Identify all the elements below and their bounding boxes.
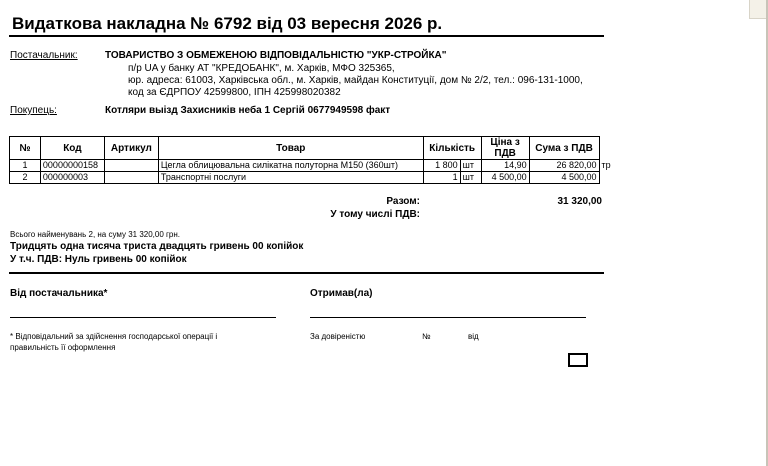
cell-article (104, 160, 158, 172)
cell-product: Цегла облицювальна силікатна полуторна М150 (360шт) (158, 160, 423, 172)
proxy-date-label: від (468, 332, 479, 341)
items-table (9, 136, 625, 184)
cell-price: 14,90 (481, 160, 529, 172)
proxy-label: За довіреністю (310, 332, 366, 341)
proxy-number-label: № (422, 332, 431, 341)
cell-code: 000000003 (40, 172, 104, 184)
cell-qty (423, 172, 481, 184)
cell-num: 2 (10, 172, 41, 184)
total-label: Разом: (386, 196, 420, 207)
col-header-sum: Сума з ПДВ (529, 137, 599, 160)
cell-sum: 26 820,00 (529, 160, 599, 172)
cell-unit: шт (462, 160, 475, 170)
cell-sum: 4 500,00 (529, 172, 599, 184)
table-row (10, 160, 626, 172)
table-header-row (10, 137, 626, 160)
col-header-code: Код (40, 137, 104, 160)
col-header-note (599, 137, 625, 160)
summary-divider (9, 272, 604, 274)
cell-article (104, 172, 158, 184)
col-header-num: № (10, 137, 41, 160)
cell-note (599, 172, 625, 184)
items-count-summary: Всього найменувань 2, на суму 31 320,00 грн. (10, 230, 181, 239)
col-header-product: Товар (158, 137, 423, 160)
supplier-bank: п/р UA у банку АТ "КРЕДОБАНК", м. Харків, МФО 325365, (128, 63, 395, 74)
vat-in-words: У т.ч. ПДВ: Нуль гривень 00 копійок (10, 254, 187, 265)
supplier-label: Постачальник: (10, 50, 78, 61)
cell-unit: шт (462, 172, 475, 182)
cell-qty-value: 1 (424, 172, 461, 183)
col-header-price: Ціна з ПДВ (481, 137, 529, 160)
buyer-label: Покупець: (10, 105, 57, 116)
supplier-codes: код за ЄДРПОУ 42599800, ІПН 425998020382 (128, 87, 341, 98)
from-supplier-label: Від постачальника* (10, 288, 108, 299)
total-value: 31 320,00 (557, 196, 602, 207)
supplier-address: юр. адреса: 61003, Харківська обл., м. Харків, майдан Конституції, дом № 2/2, тел.: 096-131-1000, (128, 75, 583, 86)
col-header-qty: Кількість (423, 137, 481, 160)
footnote-line-2: правильність її оформлення (10, 343, 116, 352)
cell-code: 00000000158 (40, 160, 104, 172)
cell-price: 4 500,00 (481, 172, 529, 184)
checkbox[interactable] (568, 353, 588, 367)
document-title: Видаткова накладна № 6792 від 03 вересня 2026 р. (12, 14, 443, 33)
table-row (10, 172, 626, 184)
cell-qty-value: 1 800 (424, 160, 461, 171)
cell-qty (423, 160, 481, 172)
cell-product: Транспортні послуги (158, 172, 423, 184)
receiver-signature-line (310, 317, 586, 318)
title-divider (9, 35, 604, 37)
buyer-name: Котляри выізд Захисників неба 1 Сергій 0677949598 факт (105, 105, 391, 116)
cell-num: 1 (10, 160, 41, 172)
received-label: Отримав(ла) (310, 288, 373, 299)
vat-label: У тому числі ПДВ: (330, 209, 420, 220)
col-header-article: Артикул (104, 137, 158, 160)
supplier-signature-line (10, 317, 276, 318)
cell-note: тр (599, 160, 625, 172)
total-in-words: Тридцять одна тисяча триста двадцять гривень 00 копійок (10, 241, 304, 252)
footnote-line-1: * Відповідальний за здійснення господарської операції і (10, 332, 218, 341)
supplier-name: ТОВАРИСТВО З ОБМЕЖЕНОЮ ВІДПОВІДАЛЬНІСТЮ "УКР-СТРОЙКА" (105, 50, 447, 61)
